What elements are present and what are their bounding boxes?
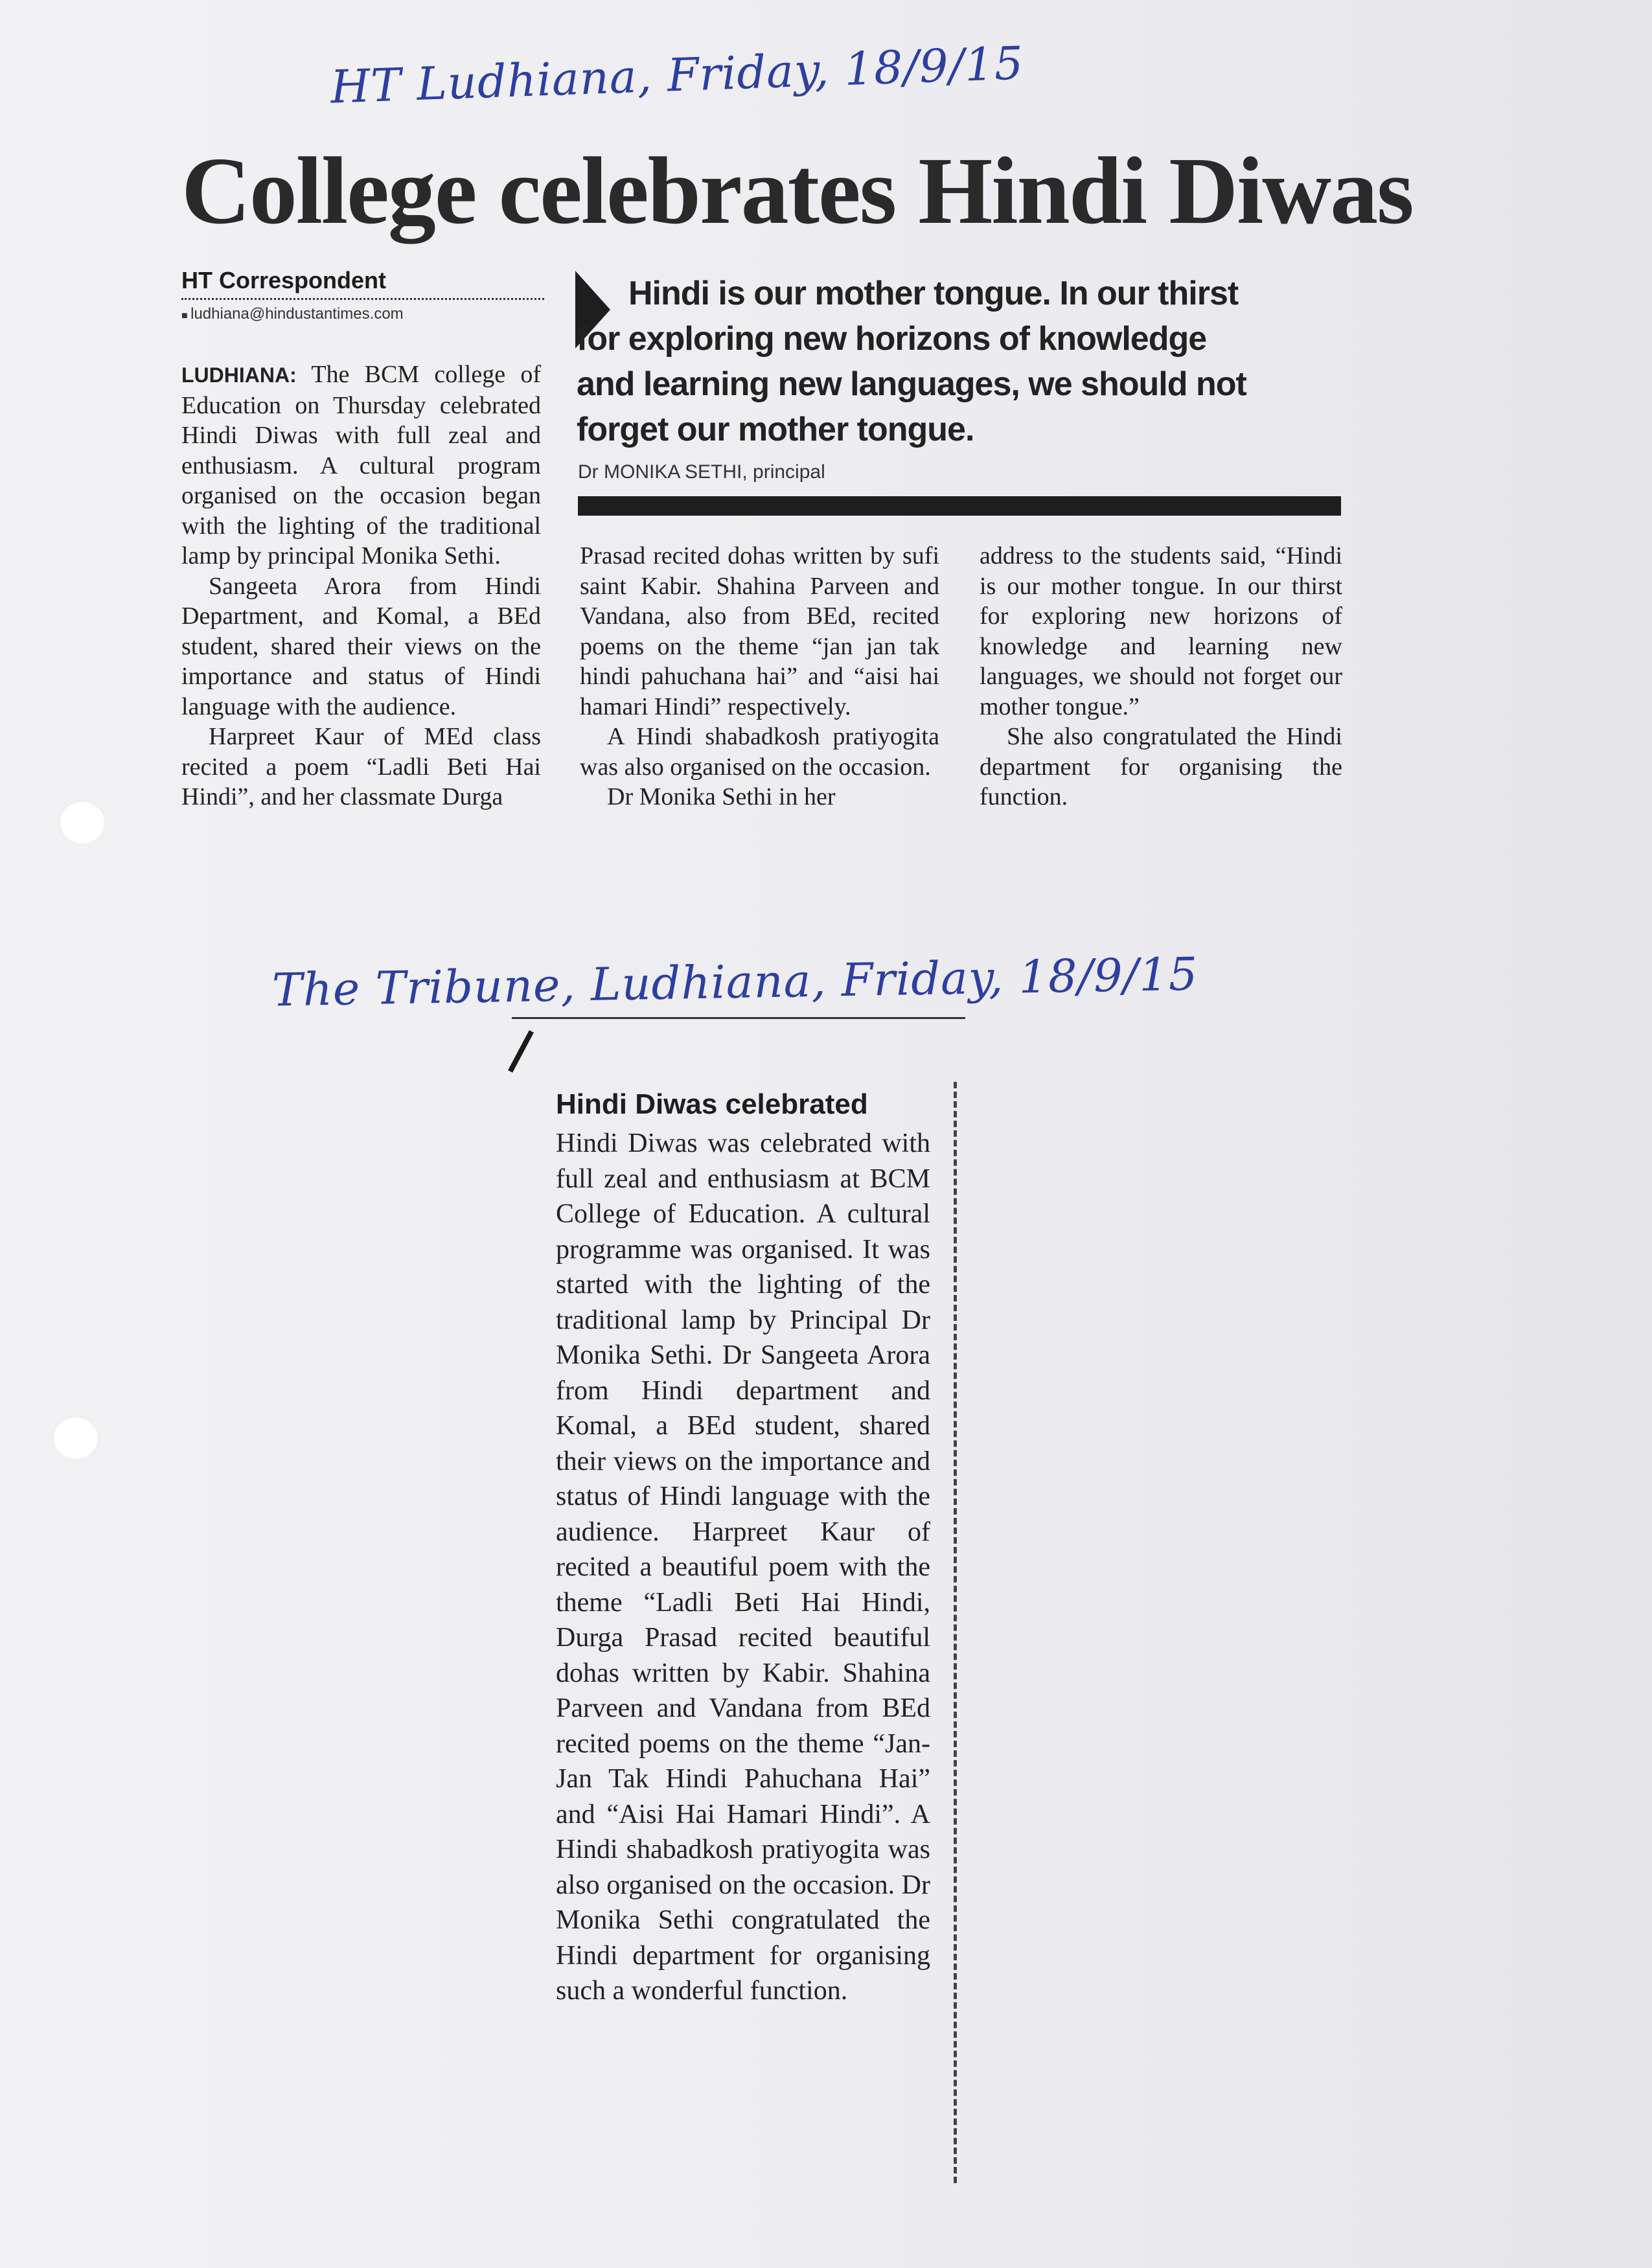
ht-headline: College celebrates Hindi Diwas <box>181 138 1413 244</box>
ht-column-3 <box>980 541 1342 812</box>
ht-col2-para3: Dr Monika Sethi in her <box>607 783 836 810</box>
tribune-headline: Hindi Diwas celebrated <box>556 1088 868 1120</box>
ht-col1-para2: Sangeeta Arora from Hindi Department, and Komal, a BEd student, shared their views on the importance and status of Hindi language with the audience. <box>181 572 541 720</box>
ht-column-1 <box>181 360 541 812</box>
ht-col3-para2: She also congratulated the Hindi department for organising the function. <box>980 723 1342 810</box>
ht-email: ■ ludhiana@hindustantimes.com <box>181 305 544 323</box>
pullquote-rule <box>578 496 1341 516</box>
ht-col2-para1: Prasad recited dohas written by sufi saint Kabir. Shahina Parveen and Vandana, also from BEd, recited poems on the theme “jan jan tak hindi pahuchana hai” and “aisi hai hamari Hindi” respectively. <box>580 542 939 720</box>
tribune-body: Hindi Diwas was celebrated with full zeal and enthusiasm at BCM College of Education. A cultural programme was organised. It was started with the lighting of the traditional lamp by Principal Dr Monika Sethi. Dr Sangeeta Arora from Hindi department and Komal, a BEd student, shared their views on the importance and status of Hindi language with the audience. Harpreet Kaur of recited a beautiful poem with the theme “Ladli Beti Hai Hindi, Durga Prasad recited beautiful dohas written by Kabir. Shahina Parveen and Vandana from BEd recited poems on the theme “Jan-Jan Tak Hindi Pahuchana Hai” and “Aisi Hai Hamari Hindi”. A Hindi shabadkosh pratiyogita was also organised on the occasion. Dr Monika Sethi congratulated the Hindi department for organising such a wonderful function. <box>556 1128 930 2006</box>
handwritten-note-tribune: The Tribune, Ludhiana, Friday, 18/9/15 <box>271 947 1199 1017</box>
ht-pullquote-credit: Dr MONIKA SETHI, principal <box>578 461 825 483</box>
ht-pullquote: Hindi is our mother tongue. In our thirst for exploring new horizons of knowledge and learning new languages, we should not forget our mother tongue. <box>577 275 1246 448</box>
ht-byline: HT Correspondent <box>181 267 544 300</box>
ht-byline-block <box>181 267 544 323</box>
ht-col1-para3: Harpreet Kaur of MEd class recited a poem “Ladli Beti Hai Hindi”, and her classmate Durga <box>181 723 541 810</box>
ht-dateline: LUDHIANA: <box>181 363 297 387</box>
ht-col2-para2: A Hindi shabadkosh pratiyogita was also organised on the occasion. <box>580 723 939 781</box>
clipping-edge <box>954 1082 960 2183</box>
handwritten-note-ht: HT Ludhiana, Friday, 18/9/15 <box>329 36 1025 114</box>
punch-hole-top <box>58 800 106 845</box>
ht-column-2 <box>580 541 939 812</box>
note-underline <box>512 1017 965 1019</box>
ht-col1-para1: The BCM college of Education on Thursday celebrated Hindi Diwas with full zeal and enthusiasm. A cultural program organised on the occasion began with the lighting of the traditional lamp by principal Monika Sethi. <box>181 361 541 569</box>
ht-col3-para1: address to the students said, “Hindi is our mother tongue. In our thirst for exploring new horizons of knowledge and learning new languages, we should not forget our mother tongue.” <box>980 542 1342 720</box>
punch-hole-bottom <box>52 1415 100 1461</box>
